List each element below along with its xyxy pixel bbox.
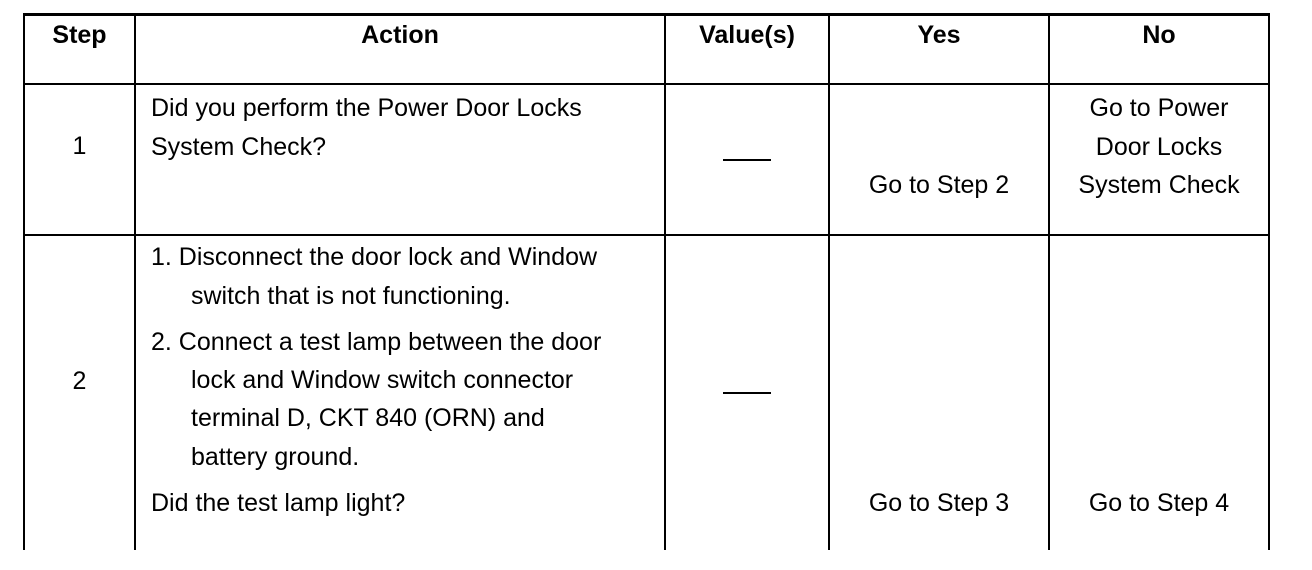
- row1-no-line2: Door Locks: [1095, 133, 1223, 161]
- row2-item2-line2: lock and Window switch connector: [191, 366, 574, 394]
- row1-no-line1: Go to Power: [1089, 94, 1229, 122]
- row1-no-line3: System Check: [1078, 171, 1240, 199]
- header-no: No: [1142, 21, 1176, 49]
- header-values: Value(s): [699, 21, 795, 49]
- col-divider-value-yes: [828, 13, 830, 550]
- row2-question: Did the test lamp light?: [151, 489, 406, 517]
- row2-item1-line1: 1. Disconnect the door lock and Window: [151, 243, 598, 271]
- row2-item2-line1: 2. Connect a test lamp between the door: [151, 328, 602, 356]
- header-yes: Yes: [917, 21, 961, 49]
- row2-value-dash: [723, 392, 771, 394]
- header-bottom-border: [23, 83, 1270, 85]
- row2-yes: Go to Step 3: [868, 489, 1010, 517]
- col-divider-action-value: [664, 13, 666, 550]
- table-right-border: [1268, 13, 1270, 550]
- row1-step: 1: [72, 132, 87, 160]
- row1-value-dash: [723, 159, 771, 161]
- row2-no: Go to Step 4: [1088, 489, 1230, 517]
- row2-item2-line4: battery ground.: [191, 443, 360, 471]
- row1-action-line2: System Check?: [151, 133, 327, 161]
- col-divider-step-action: [134, 13, 136, 550]
- row1-action-line1: Did you perform the Power Door Locks: [151, 94, 582, 122]
- row2-step: 2: [72, 367, 87, 395]
- header-action: Action: [361, 21, 439, 49]
- row2-value-text: [723, 373, 771, 375]
- row2-item1-line2: switch that is not functioning.: [191, 282, 511, 310]
- row1-yes: Go to Step 2: [868, 171, 1010, 199]
- row1-value-text: [723, 140, 771, 142]
- header-step: Step: [52, 21, 107, 49]
- table-left-border: [23, 13, 25, 550]
- row1-bottom-border: [23, 234, 1270, 236]
- row2-item2-line3: terminal D, CKT 840 (ORN) and: [191, 404, 545, 432]
